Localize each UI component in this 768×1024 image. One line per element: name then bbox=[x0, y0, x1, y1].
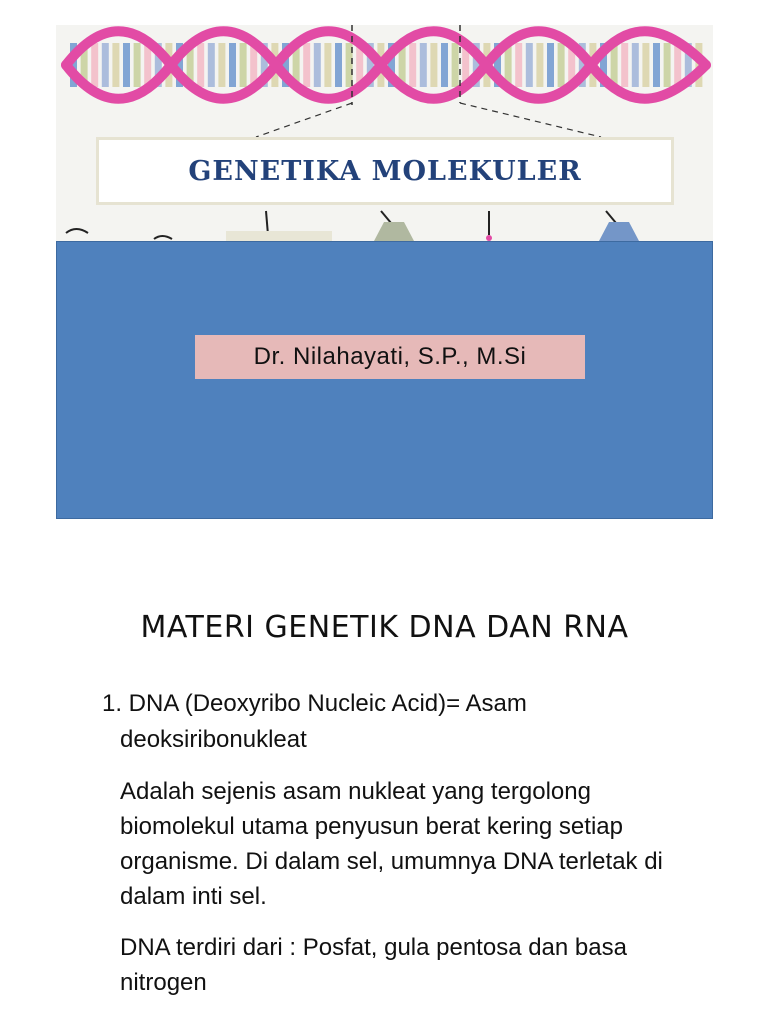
dna-rung bbox=[536, 43, 543, 87]
dna-rung bbox=[240, 43, 247, 87]
blue-panel bbox=[56, 241, 713, 519]
dna-rung bbox=[441, 43, 448, 87]
dna-rung bbox=[91, 43, 98, 87]
dna-rung bbox=[621, 43, 628, 87]
dna-rung bbox=[452, 43, 459, 87]
dna-rung bbox=[653, 43, 660, 87]
paragraph-composition: DNA terdiri dari : Posfat, gula pentosa dan basa nitrogen bbox=[120, 934, 627, 996]
dna-rung bbox=[208, 43, 215, 87]
dna-rung bbox=[218, 43, 225, 87]
dna-rung bbox=[197, 43, 204, 87]
dna-helix-illustration bbox=[56, 25, 713, 241]
title-slide bbox=[56, 25, 713, 519]
list-item-line1: 1. DNA (Deoxyribo Nucleic Acid)= Asam bbox=[102, 690, 527, 717]
slide-heading: MATERI GENETIK DNA DAN RNA bbox=[140, 610, 629, 645]
dna-rung bbox=[526, 43, 533, 87]
dna-rung bbox=[134, 43, 141, 87]
paragraph-definition: Adalah sejenis asam nukleat yang tergolong biomolekul utama penyusun berat kering setiap organisme. Di dalam sel, umumnya DNA terletak di dalam inti sel. bbox=[120, 778, 663, 910]
slide-title: GENETIKA MOLEKULER bbox=[188, 155, 582, 187]
title-box bbox=[96, 137, 674, 205]
dna-rung bbox=[229, 43, 236, 87]
list-item-line2: deoksiribonukleat bbox=[120, 726, 307, 753]
dna-rung bbox=[409, 43, 416, 87]
author-box bbox=[195, 335, 585, 379]
dna-helix-banner bbox=[56, 25, 713, 241]
dna-rung bbox=[102, 43, 109, 87]
dna-rung bbox=[112, 43, 119, 87]
dna-rung bbox=[558, 43, 565, 87]
dna-rung bbox=[420, 43, 427, 87]
dna-rung bbox=[314, 43, 321, 87]
dna-rung bbox=[632, 43, 639, 87]
list-item-dna bbox=[102, 686, 662, 758]
dna-rung bbox=[335, 43, 342, 87]
dna-rung bbox=[303, 43, 310, 87]
dna-rung bbox=[430, 43, 437, 87]
dna-rung bbox=[515, 43, 522, 87]
author-name: Dr. Nilahayati, S.P., M.Si bbox=[253, 343, 527, 370]
dna-rung bbox=[547, 43, 554, 87]
dna-rung bbox=[664, 43, 671, 87]
dna-rung bbox=[123, 43, 130, 87]
dna-rung bbox=[674, 43, 681, 87]
dna-rung bbox=[642, 43, 649, 87]
dna-rung bbox=[324, 43, 331, 87]
content-slide bbox=[56, 590, 713, 1010]
